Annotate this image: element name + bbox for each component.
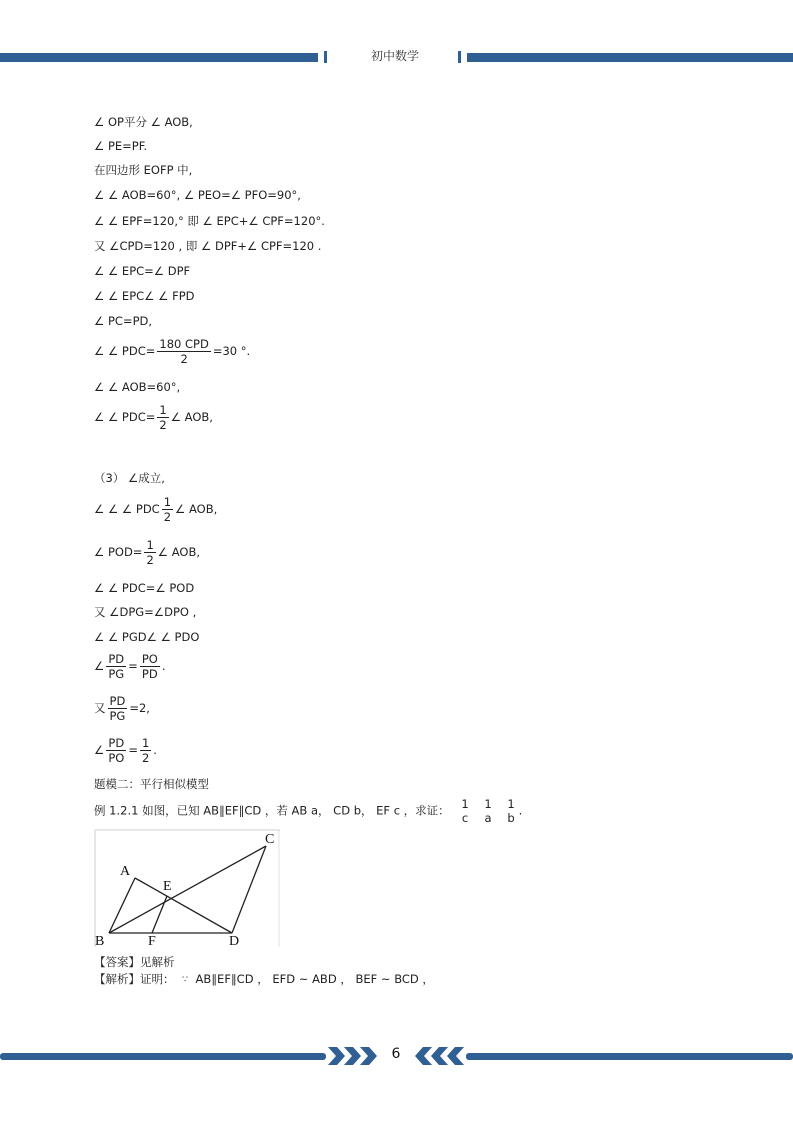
- proof-line: 又 ∠CPD=120 , 即 ∠ DPF+∠ CPF=120 .: [94, 239, 322, 253]
- fraction: [144, 538, 155, 567]
- chevron-right-icon: [328, 1045, 380, 1067]
- numerator: 1: [163, 495, 172, 509]
- segment-BA: [109, 878, 135, 933]
- numerator: 1: [484, 797, 492, 811]
- denominator: 2: [146, 553, 154, 567]
- denominator: c: [461, 811, 469, 825]
- denominator: 2: [180, 352, 188, 366]
- proof-line: ∠ ∠ AOB=60°,: [94, 380, 181, 394]
- answer-line: 【答案】见解析: [94, 955, 175, 969]
- segment-CD: [232, 846, 266, 933]
- proof-line-fraction: [94, 652, 165, 681]
- denominator: 2: [163, 510, 172, 524]
- segment-BC: [109, 846, 266, 933]
- footer-bar-right: [466, 1053, 793, 1060]
- geometry-figure: [94, 829, 280, 947]
- fraction: [140, 652, 160, 681]
- text: ∠ AOB,: [170, 410, 213, 424]
- proof-line: ∠ ∠ PGD∠ ∠ PDO: [94, 630, 200, 644]
- text: 例 1.2.1 如图，已知 AB∥EF∥CD ，若 AB a， CD b， EF c ，求证：: [94, 803, 450, 818]
- proof-line: ∠ PE=PF.: [94, 139, 148, 153]
- proof-line: ∠ ∠ EPC∠ ∠ FPD: [94, 289, 195, 303]
- text: ∠: [94, 743, 105, 757]
- text: ∠ AOB,: [157, 545, 201, 559]
- proof-line: 又 ∠DPG=∠DPO ,: [94, 605, 197, 619]
- fraction: [459, 797, 470, 825]
- segment-AD: [135, 878, 232, 933]
- proof-line: ∠ ∠ EPC=∠ DPF: [94, 264, 191, 278]
- proof-line-fraction: [94, 495, 217, 524]
- fraction: [505, 797, 516, 825]
- proof-line-fraction: [94, 337, 250, 366]
- denominator: PG: [108, 667, 125, 681]
- proof-line: （3） ∠成立,: [94, 471, 165, 485]
- numerator: 1: [507, 797, 515, 811]
- text: 又: [94, 701, 106, 715]
- numerator: 1: [141, 736, 150, 750]
- header-tick-left: [324, 51, 327, 63]
- proof-line: 在四边形 EOFP 中,: [94, 163, 193, 177]
- proof-line: ∠ PC=PD,: [94, 314, 153, 328]
- fraction: [106, 736, 126, 765]
- label-F: F: [148, 934, 156, 947]
- fraction: [108, 694, 128, 723]
- numerator: PD: [106, 736, 126, 751]
- text: ∠ ∠ PDC=: [94, 344, 156, 358]
- fraction: [157, 337, 210, 366]
- fraction: [157, 403, 168, 432]
- proof-line: ∠ ∠ PDC=∠ POD: [94, 581, 195, 595]
- header-title: 初中数学: [370, 49, 419, 63]
- text: =30 °.: [212, 344, 251, 358]
- label-B: B: [95, 934, 105, 947]
- segment-EF: [152, 896, 167, 933]
- analysis-line: [94, 971, 434, 987]
- numerator: PD: [108, 694, 128, 709]
- denominator: PO: [108, 751, 125, 765]
- proof-line-fraction: [94, 403, 213, 432]
- proof-line-fraction: [94, 694, 150, 723]
- proof-line-fraction: [94, 736, 157, 765]
- chevron-left-icon: [412, 1045, 464, 1067]
- proof-line-fraction: [94, 538, 200, 567]
- fraction: [140, 736, 151, 765]
- denominator: PG: [109, 709, 126, 723]
- denominator: a: [484, 811, 492, 825]
- text: =: [128, 743, 138, 757]
- text: .: [518, 803, 523, 818]
- proof-line: ∠ ∠ AOB=60°, ∠ PEO=∠ PFO=90°,: [94, 188, 301, 202]
- text: ∠ POD=: [94, 545, 143, 559]
- proof-line: ∠ OP平分 ∠ AOB,: [94, 115, 193, 129]
- fraction: [162, 495, 173, 524]
- fraction: [482, 797, 493, 825]
- numerator: 180 CPD: [159, 337, 209, 351]
- text: ∠ AOB,: [175, 502, 218, 516]
- footer-bar-left: [0, 1053, 326, 1060]
- example-statement: [94, 797, 522, 825]
- denominator: PD: [141, 667, 158, 681]
- denominator: 2: [141, 751, 150, 765]
- header-bar-left: [0, 53, 318, 62]
- text: ∠ ∠ ∠ PDC: [94, 502, 160, 516]
- text: =: [128, 659, 138, 673]
- text: 【解析】证明：: [94, 972, 175, 986]
- label-E: E: [163, 879, 172, 894]
- figure-svg: [94, 829, 280, 947]
- proof-line: ∠ ∠ EPF=120,° 即 ∠ EPC+∠ CPF=120°.: [94, 214, 325, 228]
- text: AB∥EF∥CD ， EFD ~ ABD ， BEF ~ BCD ，: [195, 972, 434, 986]
- text: .: [161, 659, 166, 673]
- because-glyph: ∵: [182, 974, 188, 985]
- label-C: C: [265, 832, 275, 847]
- numerator: 1: [146, 538, 154, 552]
- section-title: 题模二：平行相似模型: [94, 777, 209, 791]
- text: .: [153, 743, 157, 757]
- denominator: 2: [159, 418, 167, 432]
- denominator: b: [507, 811, 515, 825]
- label-A: A: [120, 864, 131, 879]
- text: =2,: [129, 701, 150, 715]
- numerator: PD: [106, 652, 126, 667]
- page-number: 6: [391, 1046, 401, 1062]
- numerator: 1: [461, 797, 469, 811]
- header-bar-right: [467, 53, 793, 62]
- label-D: D: [229, 934, 240, 947]
- numerator: PO: [141, 652, 158, 666]
- fraction: [106, 652, 126, 681]
- text: ∠: [94, 659, 105, 673]
- text: ∠ ∠ PDC=: [94, 410, 156, 424]
- header-tick-right: [458, 51, 461, 63]
- numerator: 1: [159, 403, 167, 417]
